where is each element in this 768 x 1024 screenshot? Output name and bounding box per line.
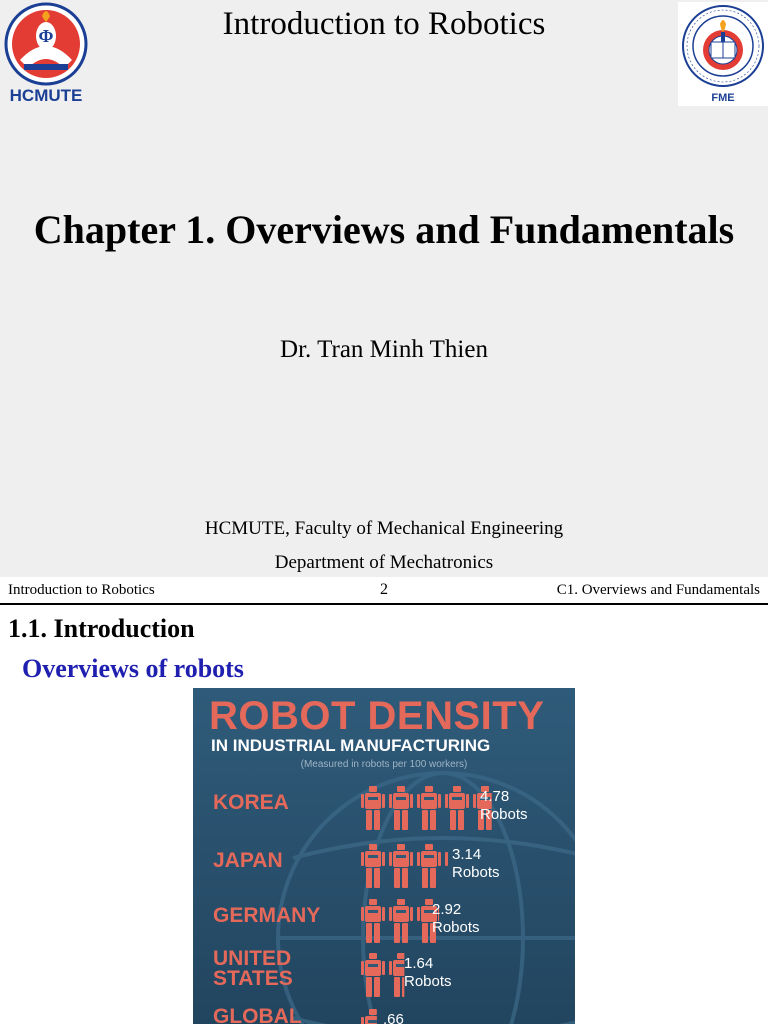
header-divider	[0, 603, 768, 605]
density-unit: Robots	[432, 919, 480, 936]
robot-partial-icon	[361, 1009, 385, 1024]
robot-icon	[389, 899, 413, 943]
country-label-line1: UNITED	[213, 947, 292, 970]
country-label-line2: STATES	[213, 967, 293, 990]
robot-icon	[389, 844, 413, 888]
infographic-title: ROBOT DENSITY	[209, 694, 545, 738]
density-row-united-states	[193, 945, 575, 1001]
robot-density-infographic	[193, 688, 575, 1024]
infographic-subtitle: IN INDUSTRIAL MANUFACTURING	[211, 736, 491, 755]
robot-icon	[417, 844, 441, 888]
density-row-japan	[193, 836, 575, 892]
robot-icon	[361, 953, 385, 997]
density-unit: Robots	[480, 806, 528, 823]
robot-icon	[445, 786, 469, 830]
chapter-title: Chapter 1. Overviews and Fundamentals	[33, 207, 735, 252]
country-label: KOREA	[213, 791, 289, 814]
density-row-korea	[193, 778, 575, 834]
logo-right-text: FME	[711, 92, 735, 104]
author-name: Dr. Tran Minh Thien	[280, 336, 488, 363]
infographic-note: (Measured in robots per 100 workers)	[300, 759, 468, 770]
content-slide	[0, 577, 768, 1024]
country-label: JAPAN	[213, 849, 283, 872]
robot-icon	[361, 844, 385, 888]
course-title: Introduction to Robotics	[222, 6, 546, 42]
robot-icon	[389, 786, 413, 830]
density-value: 4.78	[480, 788, 510, 805]
slide-page-number: 2	[380, 581, 388, 598]
density-value: .66	[383, 1011, 404, 1024]
robot-icon	[361, 786, 385, 830]
density-row-germany	[193, 891, 575, 947]
slide-header-chapter: C1. Overviews and Fundamentals	[556, 582, 760, 598]
country-label: GLOBAL	[213, 1005, 302, 1024]
logo-left-text: HCMUTE	[9, 86, 83, 105]
section-title: 1.1. Introduction	[8, 614, 195, 643]
robot-icon	[361, 899, 385, 943]
country-label: GERMANY	[213, 904, 321, 927]
density-unit: Robots	[404, 973, 452, 990]
svg-text:Φ: Φ	[38, 26, 54, 46]
slide-header-course: Introduction to Robotics	[8, 582, 155, 598]
department-name: Department of Mechatronics	[274, 552, 494, 573]
density-value: 2.92	[432, 901, 462, 918]
density-value: 1.64	[404, 955, 434, 972]
density-value: 3.14	[452, 846, 482, 863]
density-unit: Robots	[452, 864, 500, 881]
robot-icon	[417, 786, 441, 830]
subsection-title: Overviews of robots	[22, 654, 244, 683]
faculty-name: HCMUTE, Faculty of Mechanical Engineering	[204, 518, 564, 539]
density-row-global	[193, 1001, 575, 1024]
